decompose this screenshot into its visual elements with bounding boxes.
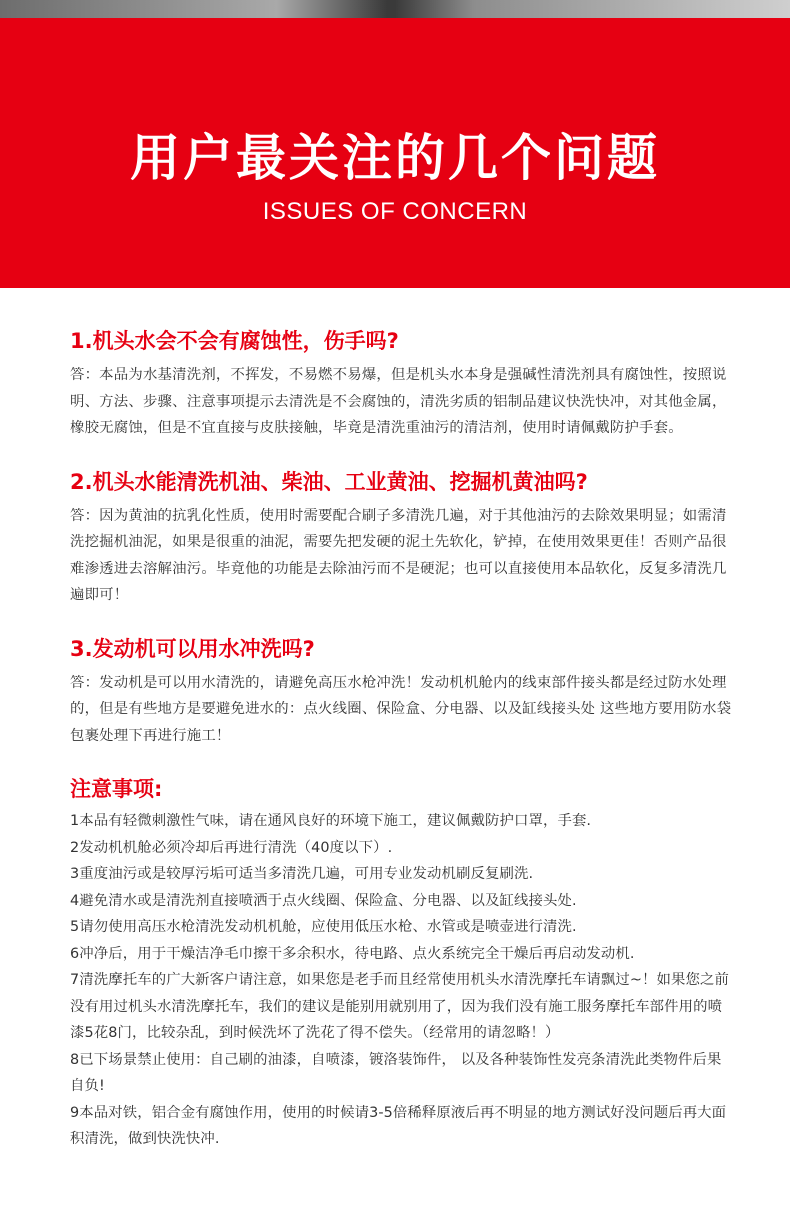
note-item: 4避免清水或是清洗剂直接喷洒于点火线圈、保险盒、分电器、以及缸线接头处.: [70, 892, 577, 909]
note-item: 8已下场景禁止使用：自己刷的油漆，自喷漆，镀洛装饰件， 以及各种装饰性发亮条清洗此类物件后果自负!: [70, 1051, 722, 1094]
faq-answer: 答：因为黄油的抗乳化性质，使用时需要配合刷子多清洗几遍，对于其他油污的去除效果明显；如需清洗挖掘机油泥，如果是很重的油泥，需要先把发硬的泥土先软化，铲掉，在使用效果更佳！否则产品很难渗透进去溶解油污。毕竟他的功能是去除油污而不是硬泥；也可以直接使用本品软化，反复多清洗几遍即可！: [70, 507, 727, 603]
banner-subtitle: ISSUES OF CONCERN: [262, 198, 528, 225]
banner-title: 用户最关注的几个问题: [130, 129, 660, 187]
note-item: 6冲净后，用于干燥洁净毛巾擦干多余积水，待电路、点火系统完全干燥后再启动发动机.: [70, 945, 635, 962]
note-item: 7清洗摩托车的广大新客户请注意，如果您是老手而且经常使用机头水清洗摩托车请飘过~！如果您之前没有用过机头水清洗摩托车，我们的建议是能别用就别用了，因为我们没有施工服务摩托车部件用的喷漆5花8门，比较杂乱，到时候洗坏了洗花了得不偿失。（经常用的请忽略！）: [70, 972, 730, 1041]
faq-answer: 答：发动机是可以用水清洗的，请避免高压水枪冲洗！发动机机舱内的线束部件接头都是经过防水处理的，但是有些地方是要避免进水的：点火线圈、保险盒、分电器、以及缸线接头处 这些地方要用防水袋包裹处理下再进行施工！: [70, 674, 732, 744]
note-item: 3重度油污或是较厚污垢可适当多清洗几遍，可用专业发动机刷反复刷洗.: [70, 866, 534, 882]
header-banner: [0, 18, 790, 288]
top-photo-strip: [0, 0, 790, 18]
faq-content: [70, 326, 735, 1153]
notes-section: [70, 774, 735, 1153]
faq-question: 1.机头水会不会有腐蚀性，伤手吗?: [70, 329, 399, 353]
notes-title: 注意事项:: [70, 777, 163, 801]
faq-question: 3.发动机可以用水冲洗吗?: [70, 636, 315, 661]
note-item: 1本品有轻微刺激性气味，请在通风良好的环境下施工，建议佩戴防护口罩，手套.: [70, 813, 592, 829]
faq-item-3: [70, 634, 735, 750]
faq-item-2: [70, 467, 735, 609]
faq-item-1: [70, 326, 735, 442]
note-item: 9本品对铁，铝合金有腐蚀作用，使用的时候请3-5倍稀释原液后再不明显的地方测试好没问题后再大面积清洗，做到快洗快冲.: [70, 1104, 727, 1147]
faq-question: 2.机头水能清洗机油、柴油、工业黄油、挖掘机黄油吗?: [70, 469, 588, 494]
faq-answer: 答：本品为水基清洗剂，不挥发，不易燃不易爆，但是机头水本身是强碱性清洗剂具有腐蚀性，按照说明、方法、步骤、注意事项提示去清洗是不会腐蚀的，清洗劣质的铝制品建议快洗快冲，对其他金属，橡胶无腐蚀，但是不宜直接与皮肤接触，毕竟是清洗重油污的清洁剂，使用时请佩戴防护手套。: [70, 367, 727, 436]
note-item: 2发动机机舱必须冷却后再进行清洗（40度以下）.: [70, 839, 393, 856]
note-item: 5请勿使用高压水枪清洗发动机机舱，应使用低压水枪、水管或是喷壶进行清洗.: [70, 919, 577, 935]
